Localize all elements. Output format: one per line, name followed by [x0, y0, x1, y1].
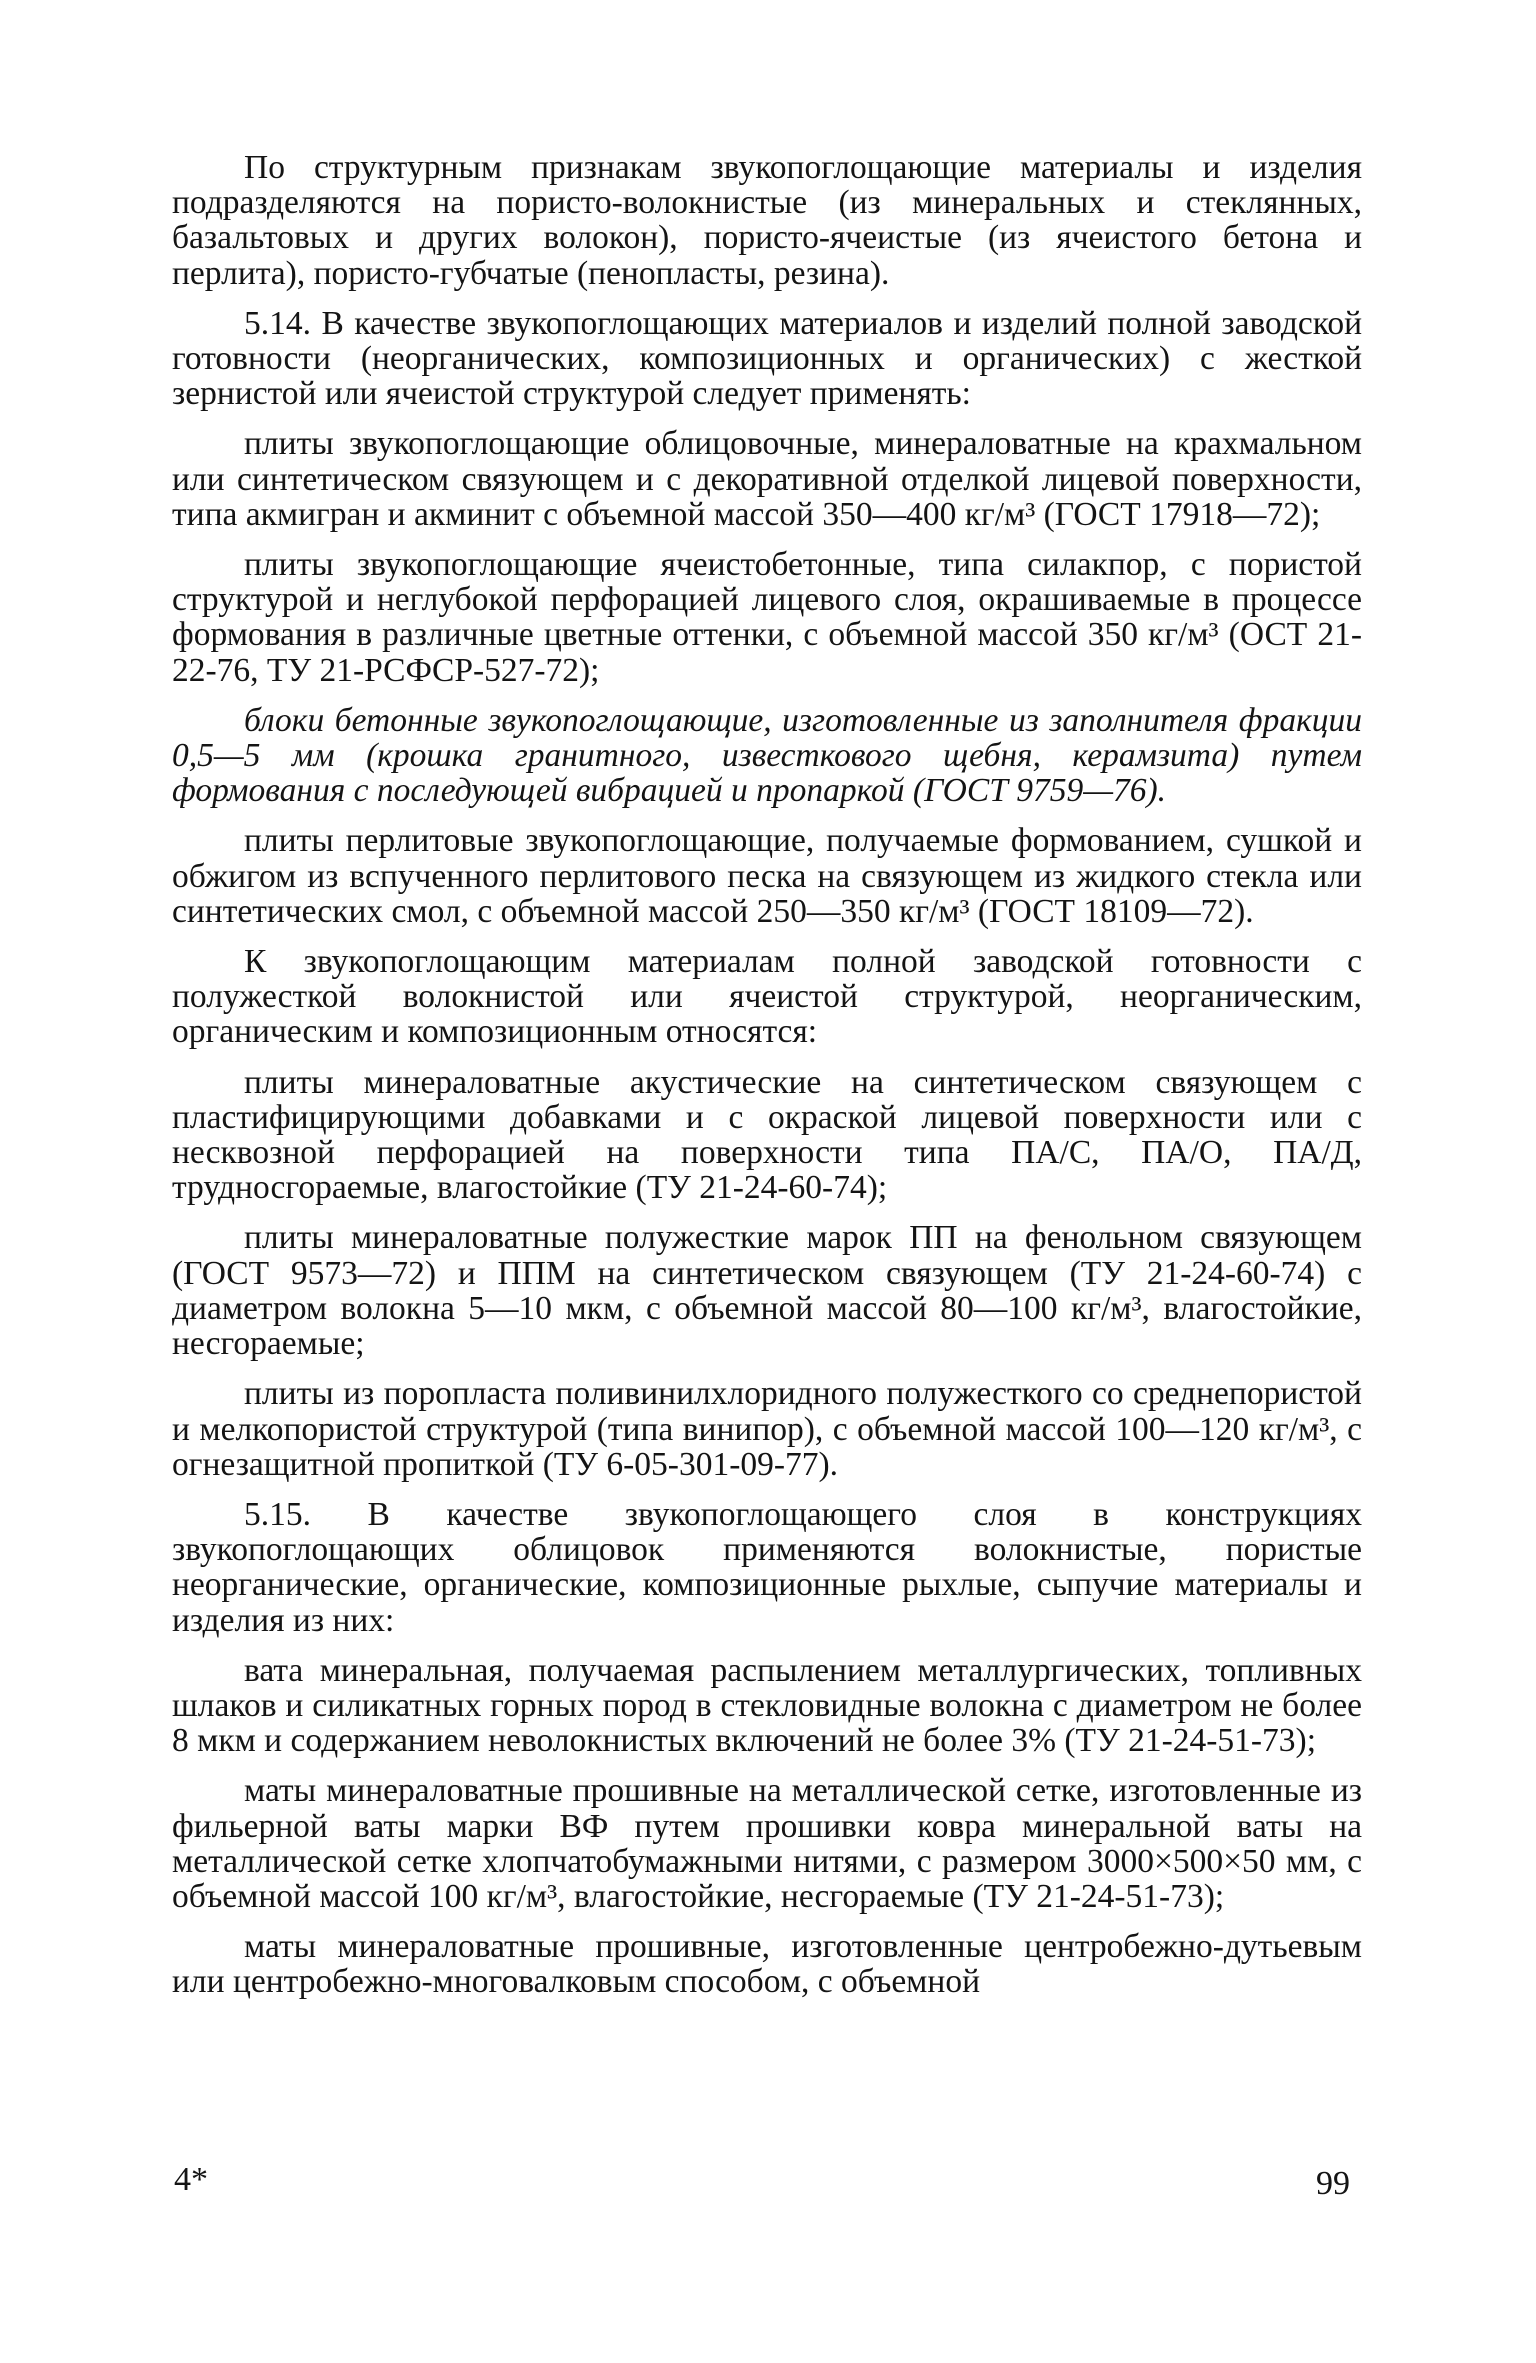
paragraph-acoustic-mineral-plates: плиты минераловатные акустические на синтетическом связующем с пластифицирующими добавками и с окраской лицевой поверхности или с несквозной перфорацией на поверхности типа ПА/С, ПА/О, ПА/Д, трудносгораемые, влагостойкие (ТУ 21-24-60-74); [172, 1063, 1362, 1207]
paragraph-concrete-blocks: блоки бетонные звукопоглощающие, изготовленные из заполнителя фракции 0,5—5 мм (крошка гранитного, известкового щебня, керамзита) путем формования с последующей вибрацией и пропаркой (ГОСТ 9759—76). [172, 701, 1362, 810]
page-number: 99 [1316, 2165, 1350, 2202]
paragraph-silakpor-plates: плиты звукопоглощающие ячеистобетонные, типа силакпор, с пористой структурой и неглубокой перфорацией лицевого слоя, окрашиваемые в процессе формования в различные цветные оттенки, с объемной массой 350 кг/м³ (ОСТ 21-22-76, ТУ 21-РСФСР-527-72); [172, 546, 1362, 689]
paragraph-structural-features: По структурным признакам звукопоглощающие материалы и изделия подразделяются на пористо-волокнистые (из минеральных и стеклянных, базальтовых и других волокон), пористо-ячеистые (из ячеистого бетона и перлита), пористо-губчатые (пенопласты, резина). [172, 149, 1362, 292]
paragraph-poroplast-plates: плиты из поропласта поливинилхлоридного полужесткого со среднепористой и мелкопористой структурой (типа винипор), с объемной массой 100—120 кг/м³, с огнезащитной пропиткой (ТУ 6-05-301-09-77). [172, 1375, 1362, 1483]
paragraph-section-5-15: 5.15. В качестве звукопоглощающего слоя в конструкциях звукопоглощающих облицовок применяются волокнистые, пористые неорганические, органические, композиционные рыхлые, сыпучие материалы и изделия из них: [172, 1495, 1362, 1639]
paragraph-mesh-mats: маты минераловатные прошивные на металлической сетке, изготовленные из фильерной ваты марки ВФ путем прошивки ковра минеральной ваты на металлической сетке хлопчатобумажными нитями, с размером 3000×500×50 мм, с объемной массой 100 кг/м³, влагостойкие, несгораемые (ТУ 21-24-51-73); [172, 1772, 1362, 1915]
paragraph-mineral-wool: вата минеральная, получаемая распылением металлургических, топливных шлаков и силикатных горных пород в стекловидные волокна с диаметром не более 8 мкм и содержанием неволокнистых включений не более 3% (ТУ 21-24-51-73); [172, 1651, 1362, 1760]
signature-mark: 4* [174, 2161, 208, 2198]
paragraph-perlite-plates: плиты перлитовые звукопоглощающие, получаемые формованием, сушкой и обжигом из вспученного перлитового песка на связующем из жидкого стекла или синтетических смол, с объемной массой 250—350 кг/м³ (ГОСТ 18109—72). [172, 822, 1362, 930]
body-text [172, 150, 1362, 2015]
paragraph-akmigran-plates: плиты звукопоглощающие облицовочные, минераловатные на крахмальном или синтетическом связующем и с декоративной отделкой лицевой поверхности, типа акмигран и акминит с объемной массой 350—400 кг/м³ (ГОСТ 17918—72); [172, 425, 1362, 533]
paragraph-semi-rigid-intro: К звукопоглощающим материалам полной заводской готовности с полужесткой волокнистой или ячеистой структурой, неорганическим, органическим и композиционным относятся: [172, 943, 1362, 1051]
paragraph-section-5-14: 5.14. В качестве звукопоглощающих материалов и изделий полной заводской готовности (неорганических, композиционных и органических) с жесткой зернистой или ячеистой структурой следует применять: [172, 304, 1362, 413]
paragraph-centrifugal-mats: маты минераловатные прошивные, изготовленные центробежно-дутьевым или центробежно-многовалковым способом, с объемной [172, 1928, 1362, 2001]
paragraph-semi-rigid-mineral-plates: плиты минераловатные полужесткие марок ПП на фенольном связующем (ГОСТ 9573—72) и ППМ на синтетическом связующем (ТУ 21-24-60-74) с диаметром волокна 5—10 мкм, с объемной массой 80—100 кг/м³, влагостойкие, несгораемые; [172, 1219, 1362, 1363]
